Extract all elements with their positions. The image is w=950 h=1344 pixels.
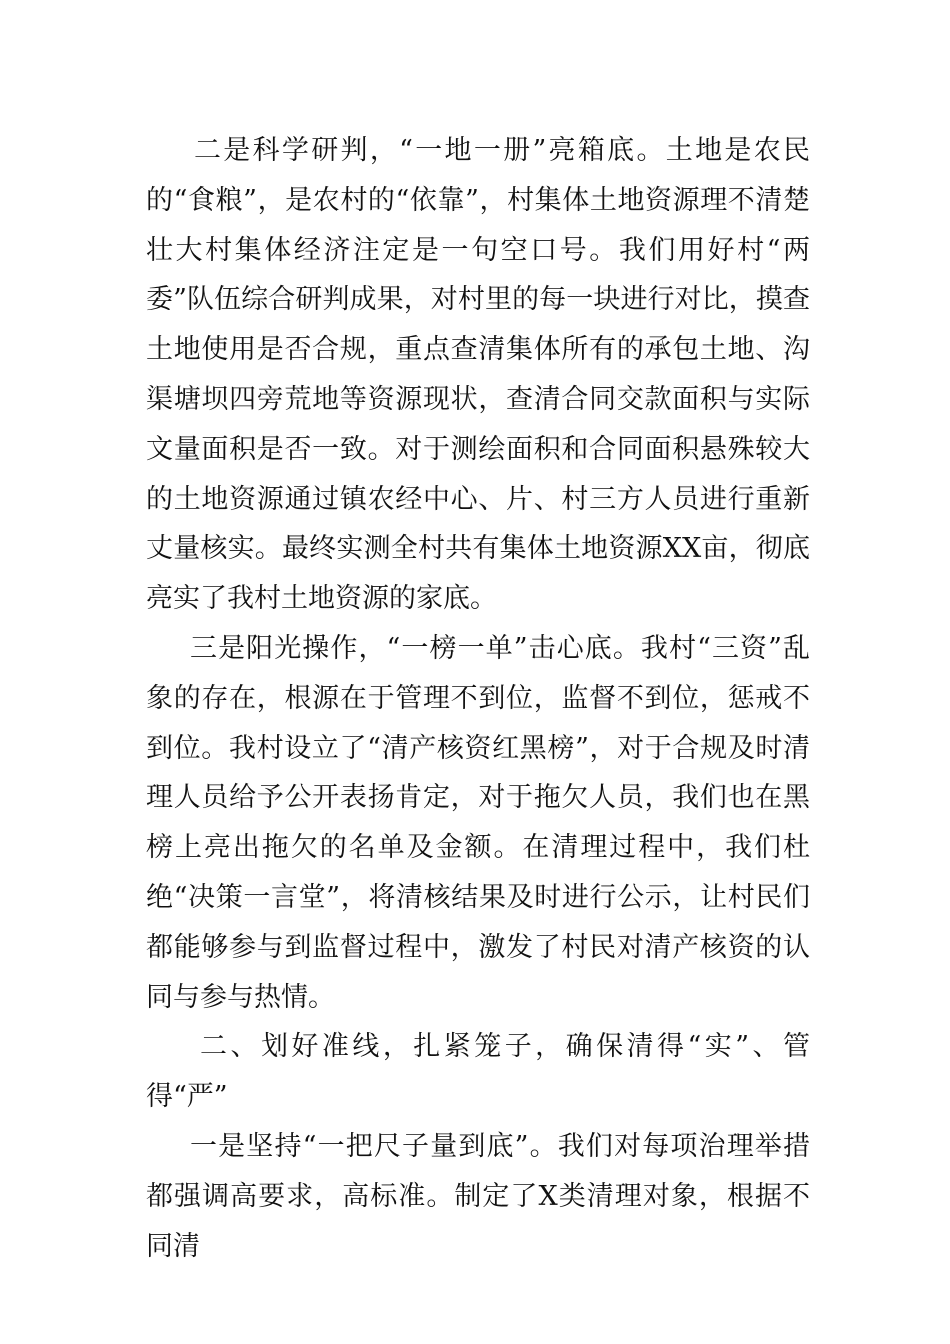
paragraph-one-ruler: 一是坚持“一把尺子量到底”。我们对每项治理举措都强调高要求，高标准。制定了X类清理对象，根据不同清 (146, 1130, 810, 1262)
paragraph-land-survey: 二是科学研判，“一地一册”亮箱底。土地是农民的“食粮”，是农村的“依靠”，村集体土地资源理不清楚壮大村集体经济注定是一句空口号。我们用好村“两委”队伍综合研判成果，对村里的每一块进行对比，摸查土地使用是否合规，重点查清集体所有的承包土地、沟渠塘坝四旁荒地等资源现状，查清合同交款面积与实际文量面积是否一致。对于测绘面积和合同面积悬殊较大的土地资源通过镇农经中心、片、村三方人员进行重新丈量核实。最终实测全村共有集体土地资源XX亩，彻底亮实了我村土地资源的家底。 (146, 135, 810, 615)
document-body (146, 126, 810, 1271)
section-heading: 二、划好准线，扎紧笼子，确保清得“实”、管得“严” (146, 1031, 810, 1113)
paragraph-public-list: 三是阳光操作，“一榜一单”击心底。我村“三资”乱象的存在，根源在于管理不到位，监督不到位，惩戒不到位。我村设立了“清产核资红黑榜”，对于合规及时清理人员给予公开表扬肯定，对于拖欠人员，我们也在黑榜上亮出拖欠的名单及金额。在清理过程中，我们杜绝“决策一言堂”，将清核结果及时进行公示，让村民们都能够参与到监督过程中，激发了村民对清产核资的认同与参与热情。 (146, 632, 810, 1013)
